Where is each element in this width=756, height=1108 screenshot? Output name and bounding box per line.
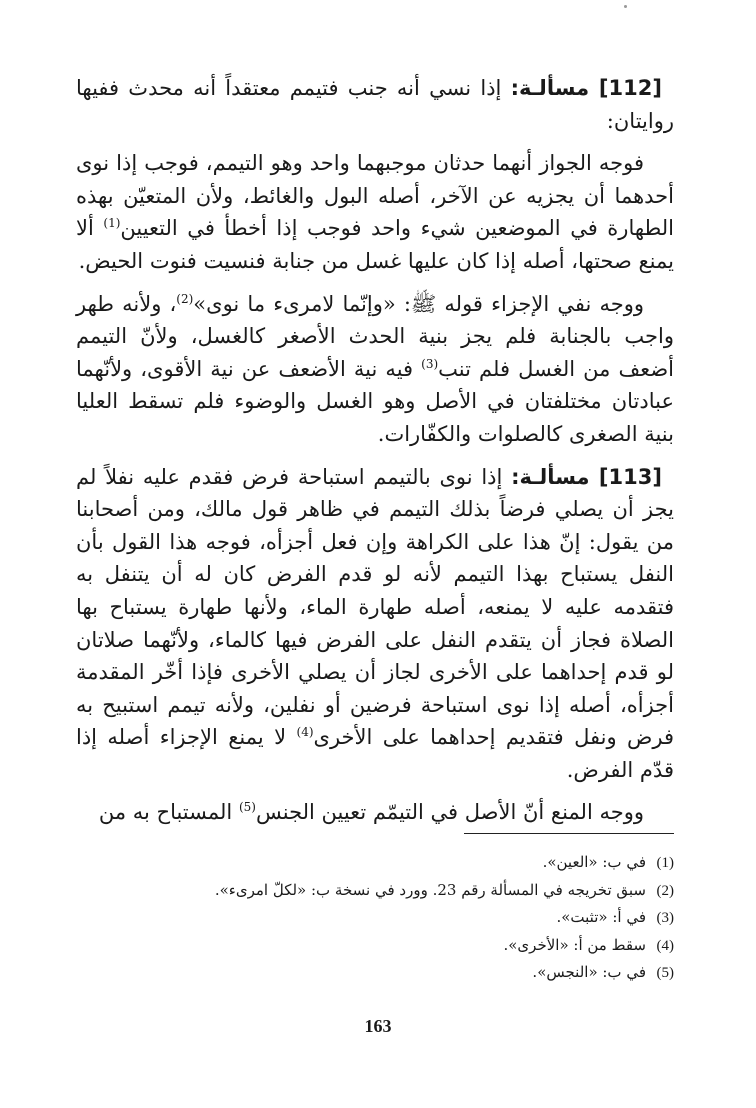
nafy-paragraph [76, 288, 674, 451]
footnote-item [76, 849, 674, 877]
issue-113-text-1: إذا نوى بالتيمم استباحة فرض فقدم عليه نفلاً لم يجز أن يصلي فرضاً بذلك التيمم في ظاهر قول مالك، ومن أصحابنا من يقول: إنّ هذا على الكراهة وإن فعل أجزأه، فوجه هذا القول بأن النفل يستباح بهذا التيمم لأنه لو قدم الفرض كان له أن يتنفل به فتقدمه عليه لا يمنعه، أصله طهارة الماء، ولأنها طهارة يستباح بها الصلاة فجاز أن يتقدم النفل على الفرض فيها كالماء، ولأنّهما صلاتان لو قدم إحداهما على الأخرى لجاز أن يصلي الأخرى فإذا أخّر المقدمة أجزأه، أصله إذا نوى استباحة فرضين أو نفلين، ولأنه تيمم استبيح به فرض ونفل فتقديم إحداهما على الأخرى [76, 464, 674, 750]
footnote-text: سبق تخريجه في المسألة رقم 23. وورد في نسخة ب: «لكلّ امرىء». [214, 880, 646, 899]
footnote-ref-1[interactable]: (1) [103, 216, 121, 231]
issue-113-text-2: لا يمنع الإجزاء أصله إذا قدّم الفرض. [76, 725, 674, 782]
footnote-item [76, 877, 674, 905]
footnote-text: سقط من أ: «الأخرى». [503, 935, 646, 954]
footnote-text: في ب: «العين». [542, 853, 646, 871]
footnote-number: (1) [656, 855, 674, 871]
footnote-ref-5[interactable]: (5) [238, 800, 256, 815]
issue-112-text: إذا نسي أنه جنب فتيمم معتقداً أنه محدث ففيها روايتان: [76, 76, 674, 133]
man-paragraph [76, 796, 674, 829]
jawaz-paragraph [76, 147, 674, 277]
main-text [76, 72, 674, 839]
issue-113-paragraph [76, 461, 674, 787]
man-text-1: ووجه المنع أنّ الأصل في التيمّم تعيين الجنس [255, 800, 644, 825]
footnote-item [76, 932, 674, 960]
page-number: 163 [364, 1016, 392, 1036]
issue-113-label: [113] مسألـة: [511, 464, 662, 489]
footnote-ref-4[interactable]: (4) [296, 725, 314, 740]
footnote-number: (4) [656, 937, 674, 954]
jawaz-text-1: فوجه الجواز أنهما حدثان موجبهما واحد وهو التيمم، فوجب إذا نوى أحدهما أن يجزيه عن الآخر، أصله البول والغائط، ولأن المتعيّن بهذه الطهارة في الموضعين شيء واحد فوجب إذا أخطأ في التعيين [76, 151, 674, 241]
footnote-ref-3[interactable]: (3) [421, 356, 439, 371]
footnote-number: (2) [656, 882, 674, 899]
man-text-2: المستباح به من [98, 800, 239, 825]
footnote-item [76, 904, 674, 932]
footnote-number: (3) [656, 910, 674, 926]
issue-112-label: [112] مسألـة: [510, 76, 662, 100]
jawaz-text-2: ألا يمنع صحتها، أصله إذا كان عليها غسل من جنابة فنسيت فنوت الحيض. [76, 216, 674, 273]
footnote-text: في ب: «النجس». [532, 963, 646, 981]
corner-mark [624, 5, 627, 8]
footnote-ref-2[interactable]: (2) [176, 291, 194, 306]
footnote-text: في أ: «تثبت». [556, 908, 646, 926]
nafy-text-1: ووجه نفي الإجزاء قوله ﷺ: «وإنّما لامرىء ما نوى» [193, 291, 644, 316]
footnote-number: (5) [656, 965, 674, 981]
footnote-divider [464, 833, 674, 834]
footnote-item [76, 959, 674, 987]
nafy-text-3: فيه نية الأضعف عن نية الأقوى، ولأنّهما عبادتان مختلفتان في الأصل وهو الغسل والوضوء فلم تسقط العليا بنية الصغرى كالصلوات والكفّارات. [76, 356, 674, 446]
footnotes-list [76, 849, 674, 987]
nafy-text-2: ، ولأنه طهر واجب بالجنابة فلم يجز بنية الحدث الأصغر كالغسل، ولأنّ التيمم أضعف من الغسل فلم تنب [76, 291, 674, 381]
issue-112-paragraph [76, 72, 674, 137]
